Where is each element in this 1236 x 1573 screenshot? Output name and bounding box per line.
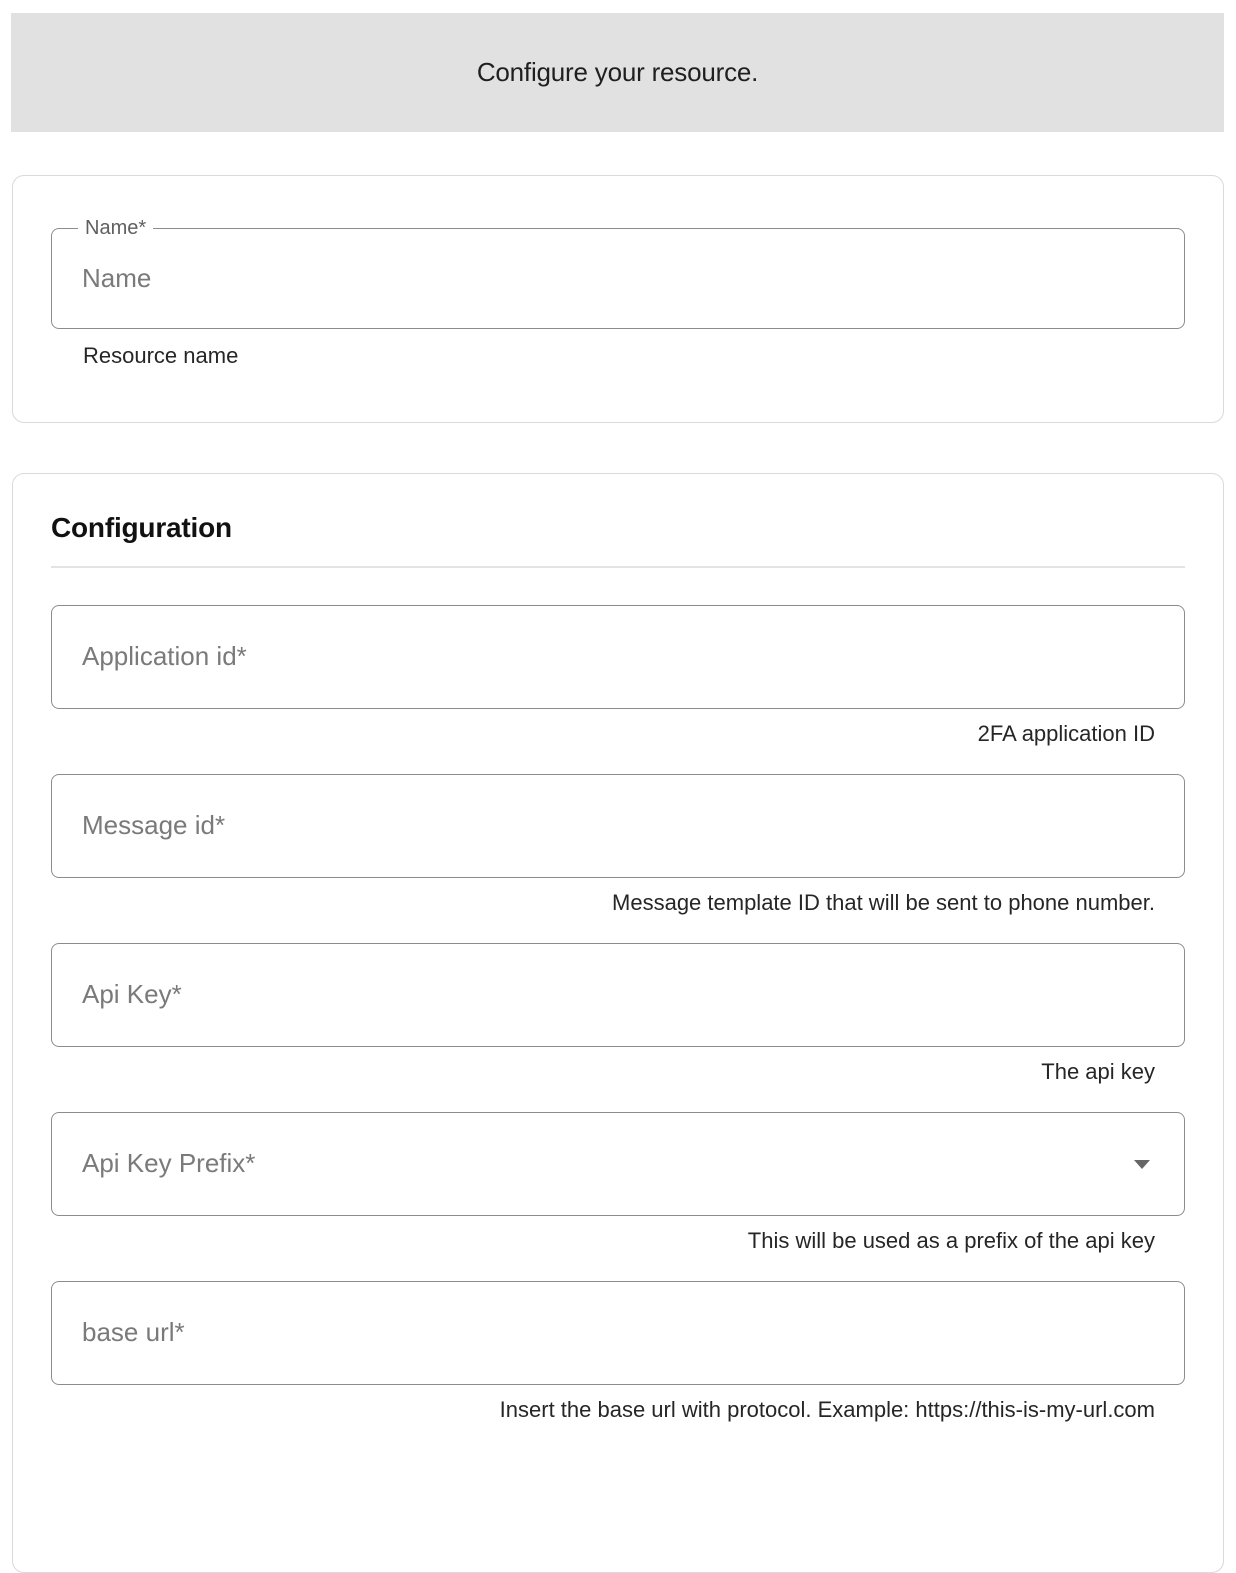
application-id-helper-text: 2FA application ID [977,720,1155,746]
message-id-input[interactable] [52,775,1184,877]
base-url-input[interactable] [52,1282,1184,1384]
section-divider [51,566,1185,568]
base-url-field[interactable] [51,1281,1185,1385]
api-key-prefix-helper-text: This will be used as a prefix of the api key [747,1227,1155,1253]
api-key-prefix-select[interactable] [52,1113,1184,1215]
api-key-field[interactable] [51,943,1185,1047]
dialog-title: Configure your resource. [476,57,759,87]
api-key-input[interactable] [52,944,1184,1046]
base-url-field-row [51,1281,1185,1422]
api-key-helper-text: The api key [1041,1058,1155,1084]
name-helper-text: Resource name [83,343,239,368]
name-input[interactable] [52,229,1184,328]
api-key-field-row [51,943,1185,1084]
configuration-fields [51,605,1185,1422]
name-field-label: Name* [78,217,153,239]
message-id-field[interactable] [51,774,1185,878]
name-field[interactable] [51,217,1185,329]
api-key-prefix-field[interactable] [51,1112,1185,1216]
application-id-input[interactable] [52,606,1184,708]
base-url-helper-text: Insert the base url with protocol. Example: https://this-is-my-url.com [499,1396,1155,1422]
application-id-field[interactable] [51,605,1185,709]
message-id-field-row [51,774,1185,915]
api-key-prefix-field-row [51,1112,1185,1253]
configuration-heading: Configuration [51,512,232,543]
name-card [12,175,1224,423]
application-id-field-row [51,605,1185,746]
configuration-card [12,473,1224,1573]
dialog-header [11,13,1224,132]
message-id-helper-text: Message template ID that will be sent to phone number. [612,889,1155,915]
